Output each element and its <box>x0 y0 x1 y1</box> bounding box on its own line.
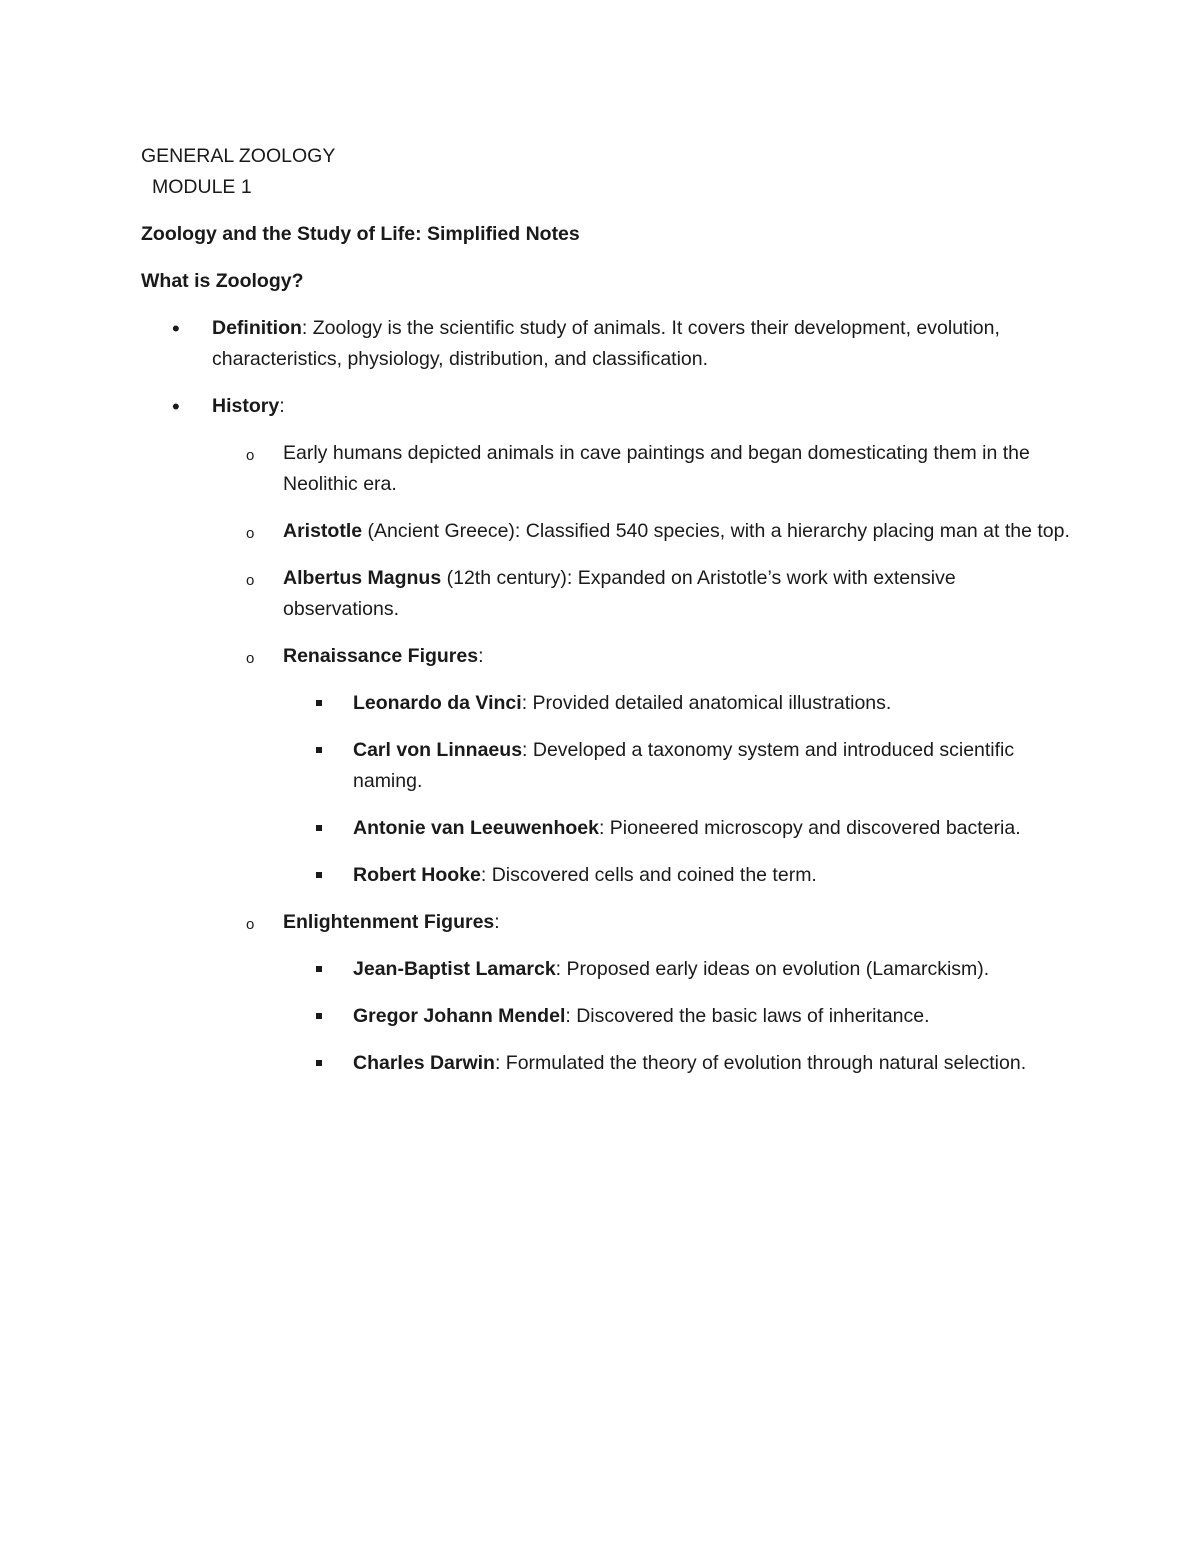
subtitle-heading: Zoology and the Study of Life: Simplified Notes <box>141 223 580 245</box>
figure-name: Carl von Linnaeus <box>353 739 523 761</box>
enlightenment-heading: Enlightenment Figures <box>283 911 495 933</box>
figure-item <box>141 954 1071 985</box>
bullet-icon: • <box>172 394 180 419</box>
square-bullet-icon <box>316 825 322 831</box>
main-bullet-list <box>141 313 1071 1079</box>
figure-text: : Discovered the basic laws of inheritance. <box>565 1005 930 1027</box>
figure-text: : Discovered cells and coined the term. <box>480 864 817 886</box>
history-subitem <box>141 563 1071 625</box>
figure-text: : Formulated the theory of evolution through natural selection. <box>494 1052 1027 1074</box>
module-label: MODULE 1 <box>152 176 252 198</box>
square-bullet-icon <box>316 747 322 753</box>
figure-text: : Proposed early ideas on evolution (Lamarckism). <box>555 958 990 980</box>
figure-item <box>141 1001 1071 1032</box>
circle-bullet-icon: o <box>246 650 255 667</box>
subitem-text: (Ancient Greece): Classified 540 species, with a hierarchy placing man at the top. <box>362 520 1070 542</box>
figure-name: Gregor Johann Mendel <box>353 1005 566 1027</box>
definition-text: : Zoology is the scientific study of animals. It covers their development, evolution, characteristics, physiology, distribution, and classification. <box>212 317 1000 370</box>
square-bullet-icon <box>316 1013 322 1019</box>
history-subitem <box>141 438 1071 500</box>
figure-item <box>141 688 1071 719</box>
subitem-text: (12th century): Expanded on Aristotle’s work with extensive observations. <box>283 567 956 620</box>
figure-item <box>141 813 1071 844</box>
document-title: GENERAL ZOOLOGY <box>141 145 336 167</box>
circle-bullet-icon: o <box>246 916 255 933</box>
square-bullet-icon <box>316 872 322 878</box>
history-item <box>141 391 1071 1079</box>
subitem-text: Early humans depicted animals in cave paintings and began domesticating them in the Neolithic era. <box>283 442 1030 495</box>
renaissance-colon: : <box>478 645 484 667</box>
figure-name: Charles Darwin <box>353 1052 495 1074</box>
figure-name: Antonie van Leeuwenhoek <box>353 817 599 839</box>
square-bullet-icon <box>316 966 322 972</box>
enlightenment-list <box>283 954 1071 1079</box>
figure-text: : Provided detailed anatomical illustrations. <box>521 692 892 714</box>
figure-name: Leonardo da Vinci <box>353 692 522 714</box>
section-heading: What is Zoology? <box>141 270 304 292</box>
enlightenment-colon: : <box>494 911 500 933</box>
subitem-bold: Albertus Magnus <box>283 567 442 589</box>
subitem-bold: Aristotle <box>283 520 363 542</box>
definition-term: Definition <box>212 317 302 339</box>
circle-bullet-icon: o <box>246 447 255 464</box>
document-body <box>141 141 1071 1095</box>
history-colon: : <box>279 395 285 417</box>
renaissance-item <box>141 641 1071 891</box>
definition-item <box>141 313 1071 375</box>
figure-text: : Developed a taxonomy system and introduced scientific naming. <box>353 739 1015 792</box>
history-term: History <box>212 395 280 417</box>
circle-bullet-icon: o <box>246 572 255 589</box>
history-sublist <box>212 438 1071 1079</box>
figure-name: Jean-Baptist Lamarck <box>353 958 556 980</box>
enlightenment-item <box>141 907 1071 1079</box>
square-bullet-icon <box>316 1060 322 1066</box>
renaissance-list <box>283 688 1071 891</box>
circle-bullet-icon: o <box>246 525 255 542</box>
history-subitem <box>141 516 1071 547</box>
figure-item <box>141 1048 1071 1079</box>
figure-name: Robert Hooke <box>353 864 481 886</box>
bullet-icon: • <box>172 316 180 341</box>
renaissance-heading: Renaissance Figures <box>283 645 479 667</box>
figure-item <box>141 860 1071 891</box>
figure-text: : Pioneered microscopy and discovered bacteria. <box>598 817 1021 839</box>
figure-item <box>141 735 1071 797</box>
square-bullet-icon <box>316 700 322 706</box>
